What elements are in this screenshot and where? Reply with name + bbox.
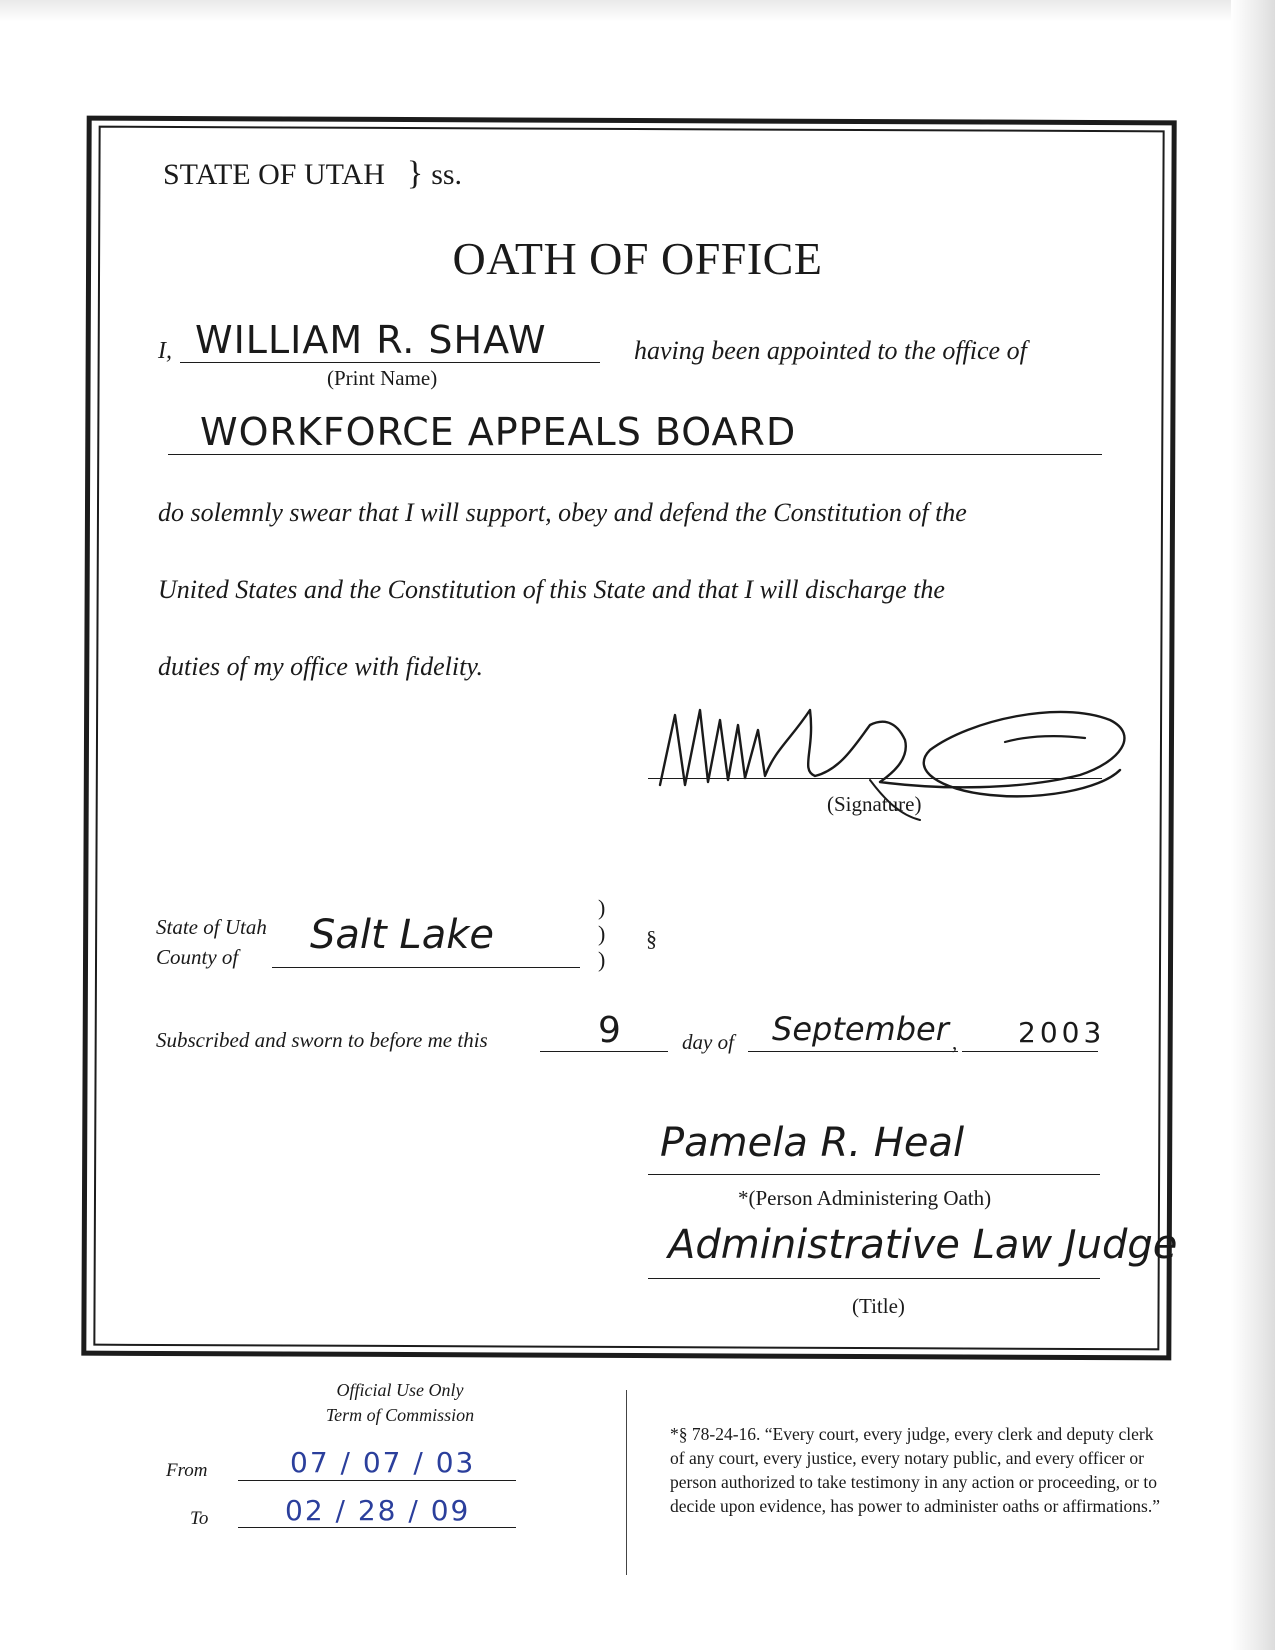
footnote: *§ 78-24-16. “Every court, every judge, every clerk and deputy clerk of any court, every justice, every notary public, and every officer or person authorized to take testimony in any action or proceeding, or to decide upon evidence, has power to administer oaths or affirmations.” — [670, 1424, 1161, 1516]
page-title: OATH OF OFFICE — [452, 233, 823, 284]
to-value: 02 / 28 / 09 — [285, 1494, 471, 1527]
month-comma: , — [952, 1030, 958, 1054]
state-header — [163, 155, 462, 193]
month-line — [748, 1051, 958, 1052]
brace: } — [406, 155, 424, 192]
from-label: From — [166, 1460, 208, 1481]
official-use-line-2: Term of Commission — [325, 1405, 475, 1425]
title-line — [648, 1278, 1100, 1279]
office-line — [168, 454, 1102, 455]
from-value: 07 / 07 / 03 — [290, 1446, 476, 1479]
year-line — [962, 1051, 1098, 1052]
state-label: STATE OF UTAH — [163, 158, 385, 191]
section-mark: § — [646, 926, 657, 951]
appointed-text: having been appointed to the office of — [634, 336, 1027, 365]
print-name-value: WILLIAM R. SHAW — [195, 318, 547, 362]
paren-1: ) — [598, 895, 606, 920]
oath-line-1: do solemnly swear that I will support, obey and defend the Constitution of the — [158, 498, 967, 527]
from-line — [238, 1480, 516, 1481]
paren-2: ) — [598, 921, 606, 946]
official-use-line-1: Official Use Only — [336, 1380, 464, 1400]
day-value: 9 — [598, 1010, 621, 1051]
scan-edge-top — [0, 0, 1275, 22]
administrator-signature: Pamela R. Heal — [660, 1120, 965, 1166]
title-caption: (Title) — [852, 1294, 905, 1318]
print-name-caption: (Print Name) — [327, 366, 438, 390]
oath-line-2: United States and the Constitution of this State and that I will discharge the — [158, 575, 945, 604]
signature-line — [648, 778, 1102, 779]
i-prefix: I, — [158, 338, 172, 364]
day-line — [540, 1051, 668, 1052]
county-value: Salt Lake — [310, 912, 494, 958]
to-line — [238, 1527, 516, 1528]
office-value: WORKFORCE APPEALS BOARD — [200, 410, 797, 454]
ss-label: ss. — [431, 158, 463, 191]
title-value: Administrative Law Judge — [668, 1222, 1178, 1268]
year-value: 2003 — [1018, 1016, 1106, 1049]
day-of-label: day of — [682, 1030, 734, 1054]
county-line — [272, 967, 580, 968]
subscribed-text: Subscribed and sworn to before me this — [156, 1028, 488, 1052]
administrator-line — [648, 1174, 1100, 1175]
to-label: To — [190, 1508, 209, 1529]
month-value: September — [772, 1010, 949, 1048]
paren-3: ) — [598, 947, 606, 972]
state-of-utah-label: State of Utah — [156, 915, 267, 939]
print-name-line — [180, 362, 600, 363]
oath-line-3: duties of my office with fidelity. — [158, 652, 483, 681]
venue-parens — [598, 895, 605, 973]
signature-caption: (Signature) — [827, 792, 922, 816]
footer-divider — [626, 1390, 627, 1575]
administrator-caption: *(Person Administering Oath) — [738, 1186, 992, 1210]
county-of-label: County of — [156, 945, 239, 969]
